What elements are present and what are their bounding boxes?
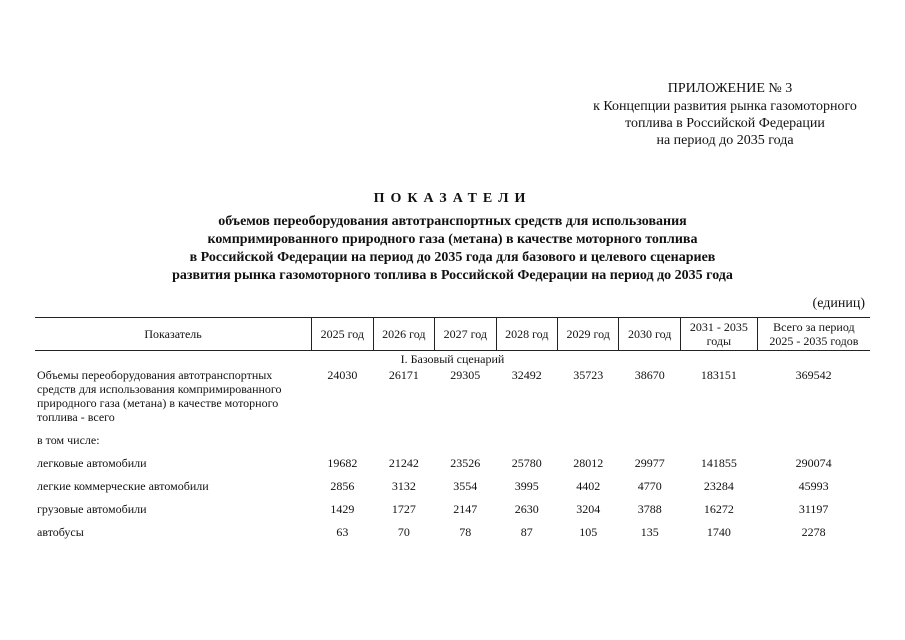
indicators-table bbox=[35, 317, 870, 540]
table-cell: 29977 bbox=[634, 456, 665, 470]
document-subtitle-line: развития рынка газомоторного топлива в Российской Федерации на период до 2035 года bbox=[172, 268, 733, 283]
table-cell: 183151 bbox=[700, 368, 737, 382]
table-cell: 135 bbox=[640, 525, 659, 539]
section-row bbox=[35, 351, 870, 368]
table-row bbox=[35, 425, 870, 448]
row-label: Объемы переоборудования автотранспортных средств для использования компримированного природного газа (метана) в качестве моторного топлива - всего bbox=[37, 368, 282, 424]
table-cell: 3554 bbox=[453, 479, 478, 493]
table-row bbox=[35, 494, 870, 517]
document-subtitle-line: компримированного природного газа (метана) в качестве моторного топлива bbox=[207, 232, 698, 247]
table-cell: 369542 bbox=[795, 368, 832, 382]
column-header: 2026 год bbox=[373, 318, 434, 351]
table-cell: 3995 bbox=[514, 479, 539, 493]
table-cell: 87 bbox=[520, 525, 533, 539]
table-cell: 70 bbox=[397, 525, 410, 539]
annex-title: ПРИЛОЖЕНИЕ № 3 bbox=[667, 81, 793, 96]
table-cell: 1740 bbox=[706, 525, 731, 539]
column-header: Всего за период 2025 - 2035 годов bbox=[757, 318, 870, 351]
table-cell: 3132 bbox=[391, 479, 416, 493]
row-label: легковые автомобили bbox=[37, 456, 147, 470]
table-cell: 23526 bbox=[450, 456, 481, 470]
table-cell: 26171 bbox=[388, 368, 419, 382]
annex-subtitle-line: топлива в Российской Федерации bbox=[625, 116, 825, 131]
table-cell: 23284 bbox=[703, 479, 734, 493]
table-row bbox=[35, 471, 870, 494]
table-cell: 78 bbox=[459, 525, 472, 539]
table-cell: 28012 bbox=[573, 456, 604, 470]
units-label: (единиц) bbox=[812, 296, 865, 311]
column-header: 2029 год bbox=[558, 318, 619, 351]
table-cell: 24030 bbox=[327, 368, 358, 382]
table-cell: 4402 bbox=[576, 479, 601, 493]
table-cell: 1727 bbox=[391, 502, 416, 516]
table-cell: 2278 bbox=[801, 525, 826, 539]
table-row bbox=[35, 517, 870, 540]
section-title: I. Базовый сценарий bbox=[400, 352, 505, 366]
table-cell: 2856 bbox=[330, 479, 355, 493]
annex-subtitle-line: к Концепции развития рынка газомоторного bbox=[593, 99, 857, 114]
table-cell: 290074 bbox=[795, 456, 832, 470]
annex-subtitle-line: на период до 2035 года bbox=[656, 133, 794, 148]
row-label: грузовые автомобили bbox=[37, 502, 147, 516]
table-cell: 32492 bbox=[511, 368, 542, 382]
table-cell: 1429 bbox=[330, 502, 355, 516]
table-cell: 2147 bbox=[453, 502, 478, 516]
table-cell: 38670 bbox=[634, 368, 665, 382]
table-row bbox=[35, 367, 870, 425]
row-label: автобусы bbox=[37, 525, 84, 539]
row-label: в том числе: bbox=[37, 433, 100, 447]
table-cell: 63 bbox=[336, 525, 349, 539]
table-cell: 4770 bbox=[637, 479, 662, 493]
document-subtitle-line: в Российской Федерации на период до 2035 года для базового и целевого сценариев bbox=[189, 250, 716, 265]
table-cell: 35723 bbox=[573, 368, 604, 382]
table-cell: 29305 bbox=[450, 368, 481, 382]
column-header: 2025 год bbox=[312, 318, 373, 351]
table-header-row bbox=[35, 318, 870, 351]
table-row bbox=[35, 448, 870, 471]
column-header: Показатель bbox=[35, 318, 312, 351]
document-title: ПОКАЗАТЕЛИ bbox=[373, 191, 532, 206]
table-cell: 3788 bbox=[637, 502, 662, 516]
table-cell: 21242 bbox=[388, 456, 419, 470]
document-subtitle-line: объемов переоборудования автотранспортных средств для использования bbox=[218, 214, 687, 229]
column-header: 2028 год bbox=[496, 318, 557, 351]
row-label: легкие коммерческие автомобили bbox=[37, 479, 209, 493]
table-cell: 3204 bbox=[576, 502, 601, 516]
table-cell: 105 bbox=[579, 525, 598, 539]
table-cell: 25780 bbox=[511, 456, 542, 470]
table-cell: 141855 bbox=[700, 456, 737, 470]
column-header: 2031 - 2035 годы bbox=[680, 318, 757, 351]
column-header: 2030 год bbox=[619, 318, 680, 351]
table-cell: 31197 bbox=[798, 502, 829, 516]
column-header: 2027 год bbox=[435, 318, 496, 351]
table-cell: 16272 bbox=[703, 502, 734, 516]
table-cell: 45993 bbox=[798, 479, 829, 493]
table-cell: 2630 bbox=[514, 502, 539, 516]
table-cell: 19682 bbox=[327, 456, 358, 470]
